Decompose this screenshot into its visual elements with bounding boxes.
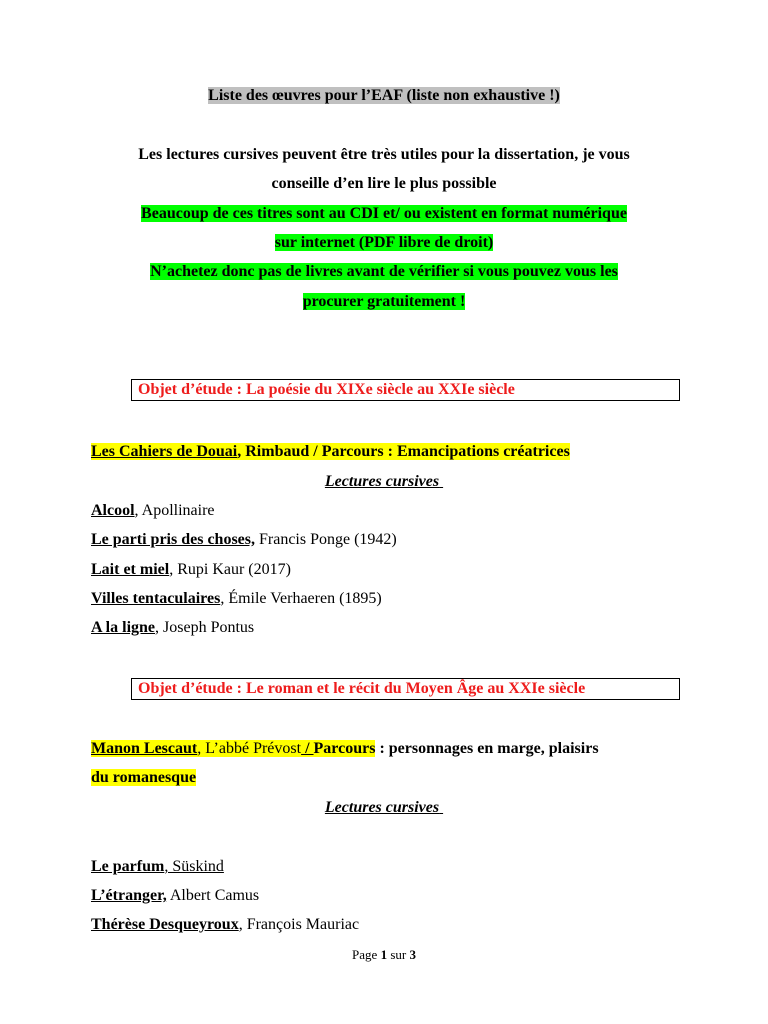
green-note-text-1: Beaucoup de ces titres sont au CDI et/ ou existent en format numérique [141, 205, 627, 222]
section-2-work-sep: / [301, 740, 314, 757]
list-item [91, 915, 359, 935]
green-note-line-1 [0, 204, 768, 224]
document-title-line [0, 86, 768, 106]
section-2-work-rest-2: du romanesque [91, 769, 197, 786]
section-box-novel: Objet d’étude : Le roman et le récit du Moyen Âge au XXIe siècle [131, 678, 680, 700]
item-title: L’étranger, [91, 887, 167, 904]
item-title: Le parfum [91, 858, 165, 875]
list-item [91, 560, 291, 580]
item-title: Lait et miel [91, 561, 170, 578]
list-item [91, 501, 215, 521]
section-2-work-line-1 [91, 739, 599, 759]
item-title: Thérèse Desqueyroux [91, 916, 239, 933]
item-author: Francis Ponge (1942) [255, 531, 397, 548]
page-footer [0, 947, 768, 963]
list-item [91, 857, 224, 877]
list-item [91, 530, 397, 550]
item-author: , Émile Verhaeren (1895) [220, 590, 382, 607]
intro-line-2: conseille d’en lire le plus possible [271, 175, 497, 192]
list-item [91, 589, 382, 609]
section-2-work-rest: : personnages en marge, plaisirs [375, 740, 599, 757]
item-author: , Süskind [164, 858, 224, 875]
section-1-work-title: Les Cahiers de Douai [91, 443, 238, 460]
section-1-lectures-text: Lectures cursives [324, 473, 440, 490]
green-note-text-2: sur internet (PDF libre de droit) [274, 234, 494, 251]
item-title: Alcool [91, 502, 135, 519]
section-1-work-line [91, 442, 570, 462]
footer-page-total: 3 [409, 947, 416, 962]
item-author: , Joseph Pontus [155, 619, 255, 636]
green-note-line-2 [0, 233, 768, 253]
section-2-work-parcours: Parcours [313, 740, 376, 757]
section-1-work-rest: , Rimbaud / Parcours : Emancipations créatrices [237, 443, 570, 460]
footer-of-word: sur [390, 947, 407, 962]
item-author: , Rupi Kaur (2017) [169, 561, 291, 578]
intro-line-1: Les lectures cursives peuvent être très utiles pour la dissertation, je vous [138, 146, 630, 163]
green-note-line-4 [0, 292, 768, 312]
footer-page-current: 1 [380, 947, 388, 962]
section-2-work-line-2 [91, 768, 196, 788]
item-title: Villes tentaculaires [91, 590, 221, 607]
section-2-lectures-label [0, 798, 768, 818]
green-note-line-3 [0, 262, 768, 282]
section-2-lectures-text: Lectures cursives [324, 799, 440, 816]
item-author: Albert Camus [166, 887, 260, 904]
section-box-poetry: Objet d’étude : La poésie du XIXe siècle au XXIe siècle [131, 379, 680, 401]
list-item [91, 886, 259, 906]
list-item [91, 618, 254, 638]
footer-page-word: Page [352, 947, 378, 962]
item-title: Le parti pris des choses, [91, 531, 255, 548]
section-2-work-title: Manon Lescaut [91, 740, 198, 757]
section-1-lectures-label [0, 472, 768, 492]
item-author: , François Mauriac [238, 916, 360, 933]
section-2-work-author: , L’abbé Prévost [197, 740, 302, 757]
item-title: A la ligne [91, 619, 156, 636]
green-note-text-4: procurer gratuitement ! [302, 293, 466, 310]
item-author: , Apollinaire [134, 502, 215, 519]
document-title: Liste des œuvres pour l’EAF (liste non exhaustive !) [208, 87, 560, 104]
green-note-text-3: N’achetez donc pas de livres avant de vérifier si vous pouvez vous les [150, 263, 618, 280]
